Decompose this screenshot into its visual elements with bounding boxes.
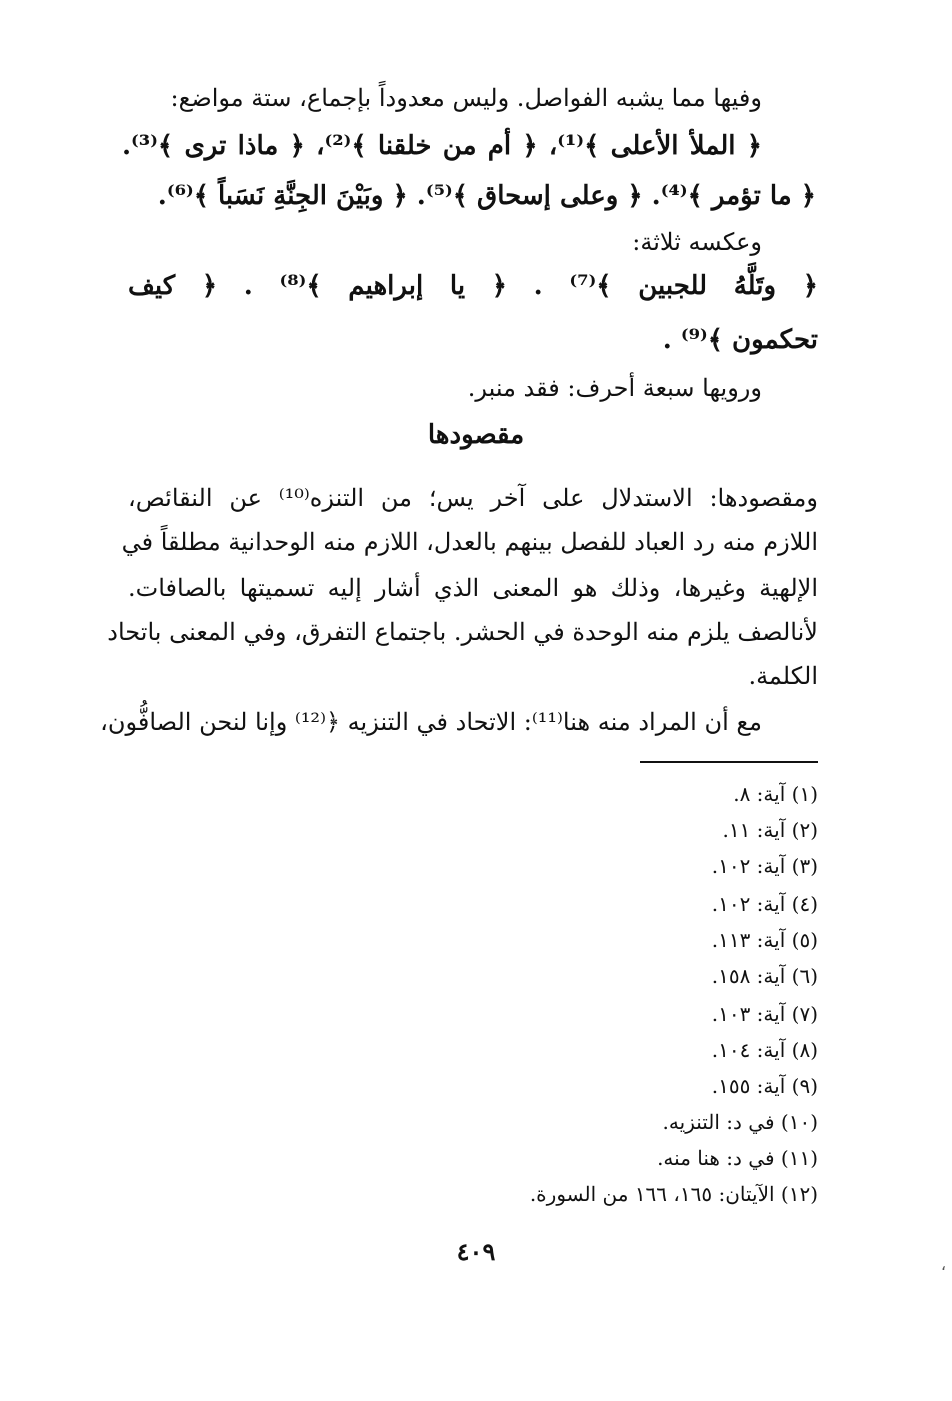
body-line-4: لأنالصف يلزم منه الوحدة في الحشر. باجتماع التفرق، وفي المعنى باتحاد bbox=[107, 618, 818, 646]
footnote-2: (٢) آية: ١١. bbox=[722, 818, 818, 842]
footnote-6: (٦) آية: ١٥٨. bbox=[711, 964, 818, 988]
footnote-separator bbox=[640, 761, 818, 763]
body-line-1: ومقصودها: الاستدلال على آخر يس؛ من التنزه⁽¹⁰⁾ عن النقائص، bbox=[128, 484, 819, 512]
footnote-5: (٥) آية: ١١٣. bbox=[711, 928, 818, 952]
footnote-8: (٨) آية: ١٠٤. bbox=[711, 1038, 818, 1062]
intro-verse-line-3: ﴿ ما تؤمر ﴾⁽⁴⁾. ﴿ وعلى إسحاق ﴾⁽⁵⁾. ﴿ وبَيْنَ الجِنَّةِ نَسَباً ﴾⁽⁶⁾. bbox=[157, 181, 816, 211]
intro-line-4: وعكسه ثلاثة: bbox=[632, 228, 762, 256]
intro-line-7: ورويها سبعة أحرف: فقد منبر. bbox=[467, 374, 762, 402]
body-line-3: الإلهية وغيرها، وذلك هو المعنى الذي أشار إليه تسميتها بالصافات. bbox=[128, 574, 818, 602]
body-line-5: الكلمة. bbox=[748, 662, 818, 690]
body-line-2: اللازم منه رد العباد للفصل بينهم بالعدل، اللازم منه الوحدانية مطلقاً في bbox=[121, 528, 818, 556]
footnote-12: (١٢) الآيتان: ١٦٥، ١٦٦ من السورة. bbox=[529, 1182, 818, 1206]
footnote-4: (٤) آية: ١٠٢. bbox=[711, 892, 818, 916]
page-number: ٤٠٩ bbox=[456, 1237, 496, 1266]
section-heading: مقصودها bbox=[427, 420, 525, 450]
footnote-7: (٧) آية: ١٠٣. bbox=[711, 1002, 818, 1026]
intro-verse-line-5: ﴿ وتَلَّهُ للجبين ﴾⁽⁷⁾ . ﴿ يا إبراهيم ﴾⁽⁸⁾ . ﴿ كيف bbox=[128, 271, 818, 301]
footnote-9: (٩) آية: ١٥٥. bbox=[711, 1074, 818, 1098]
footnote-3: (٣) آية: ١٠٢. bbox=[711, 854, 818, 878]
footnote-1: (١) آية: ٨. bbox=[733, 782, 818, 806]
body-line-6: مع أن المراد منه هنا⁽¹¹⁾: الاتحاد في التنزيه ﴿⁽¹²⁾ وإنا لنحن الصافُّون، bbox=[100, 708, 762, 736]
footnote-10: (١٠) في د: التنزيه. bbox=[662, 1110, 818, 1134]
intro-verse-line-6: تحكمون ﴾⁽⁹⁾ . bbox=[662, 325, 818, 355]
intro-verse-line-2: ﴿ الملأ الأعلى ﴾⁽¹⁾، ﴿ أم من خلقنا ﴾⁽²⁾، ﴿ ماذا ترى ﴾⁽³⁾. bbox=[122, 131, 763, 161]
intro-line-1: وفيها مما يشبه الفواصل. وليس معدوداً بإجماع، ستة مواضع: bbox=[170, 84, 762, 112]
edge-mark: ، bbox=[940, 1255, 946, 1274]
footnote-11: (١١) في د: هنا منه. bbox=[657, 1146, 818, 1170]
